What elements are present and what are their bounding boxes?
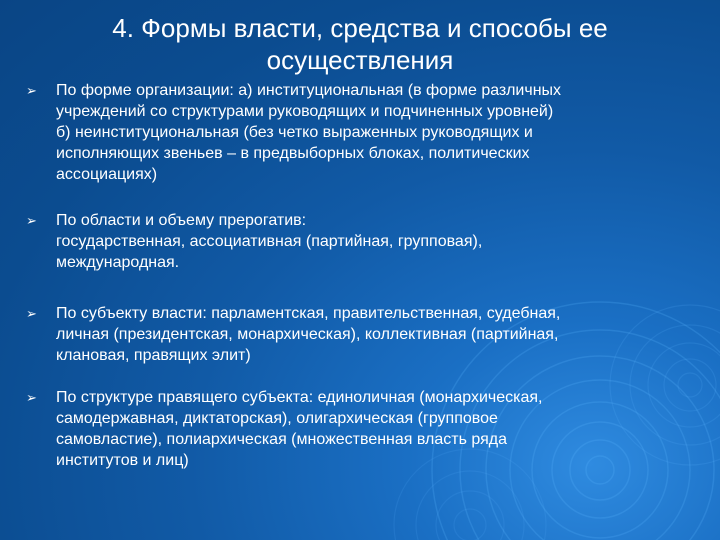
bullet-line: По субъекту власти: парламентская, правительственная, судебная, xyxy=(56,305,561,322)
bullet-line: б) неинституциональная (без четко выраженных руководящих и xyxy=(56,124,533,141)
bullet-line: По области и объему прерогатив: xyxy=(56,212,307,229)
arrowhead-bullet-icon: ➢ xyxy=(26,83,37,98)
bullet-line: самодержавная, диктаторская), олигархическая (групповое xyxy=(56,410,498,427)
bullet-text xyxy=(56,303,696,366)
bullet-line: государственная, ассоциативная (партийная, групповая), xyxy=(56,233,483,250)
bullet-line: ассоциациях) xyxy=(56,166,158,183)
slide-title: 4. Формы власти, средства и способы ее осуществления xyxy=(112,13,608,75)
bullet-line: самовластие), полиархическая (множественная власть ряда xyxy=(56,431,507,448)
bullet-line: международная. xyxy=(56,254,180,271)
bullet-line: личная (президентская, монархическая), коллективная (партийная, xyxy=(56,326,559,343)
bullet-line: По структуре правящего субъекта: единоличная (монархическая, xyxy=(56,389,543,406)
bullet-text xyxy=(56,387,696,471)
arrowhead-bullet-icon: ➢ xyxy=(26,390,37,405)
arrowhead-bullet-icon: ➢ xyxy=(26,306,37,321)
bullet-text xyxy=(56,80,696,185)
bullet-text xyxy=(56,210,696,273)
arrowhead-bullet-icon: ➢ xyxy=(26,213,37,228)
bullet-line: клановая, правящих элит) xyxy=(56,347,251,364)
bullet-line: исполняющих звеньев – в предвыборных блоках, политических xyxy=(56,145,530,162)
bullet-line: институтов и лиц) xyxy=(56,452,189,469)
bullet-line: учреждений со структурами руководящих и подчиненных уровней) xyxy=(56,103,554,120)
bullet-line: По форме организации: а) институциональная (в форме различных xyxy=(56,82,562,99)
